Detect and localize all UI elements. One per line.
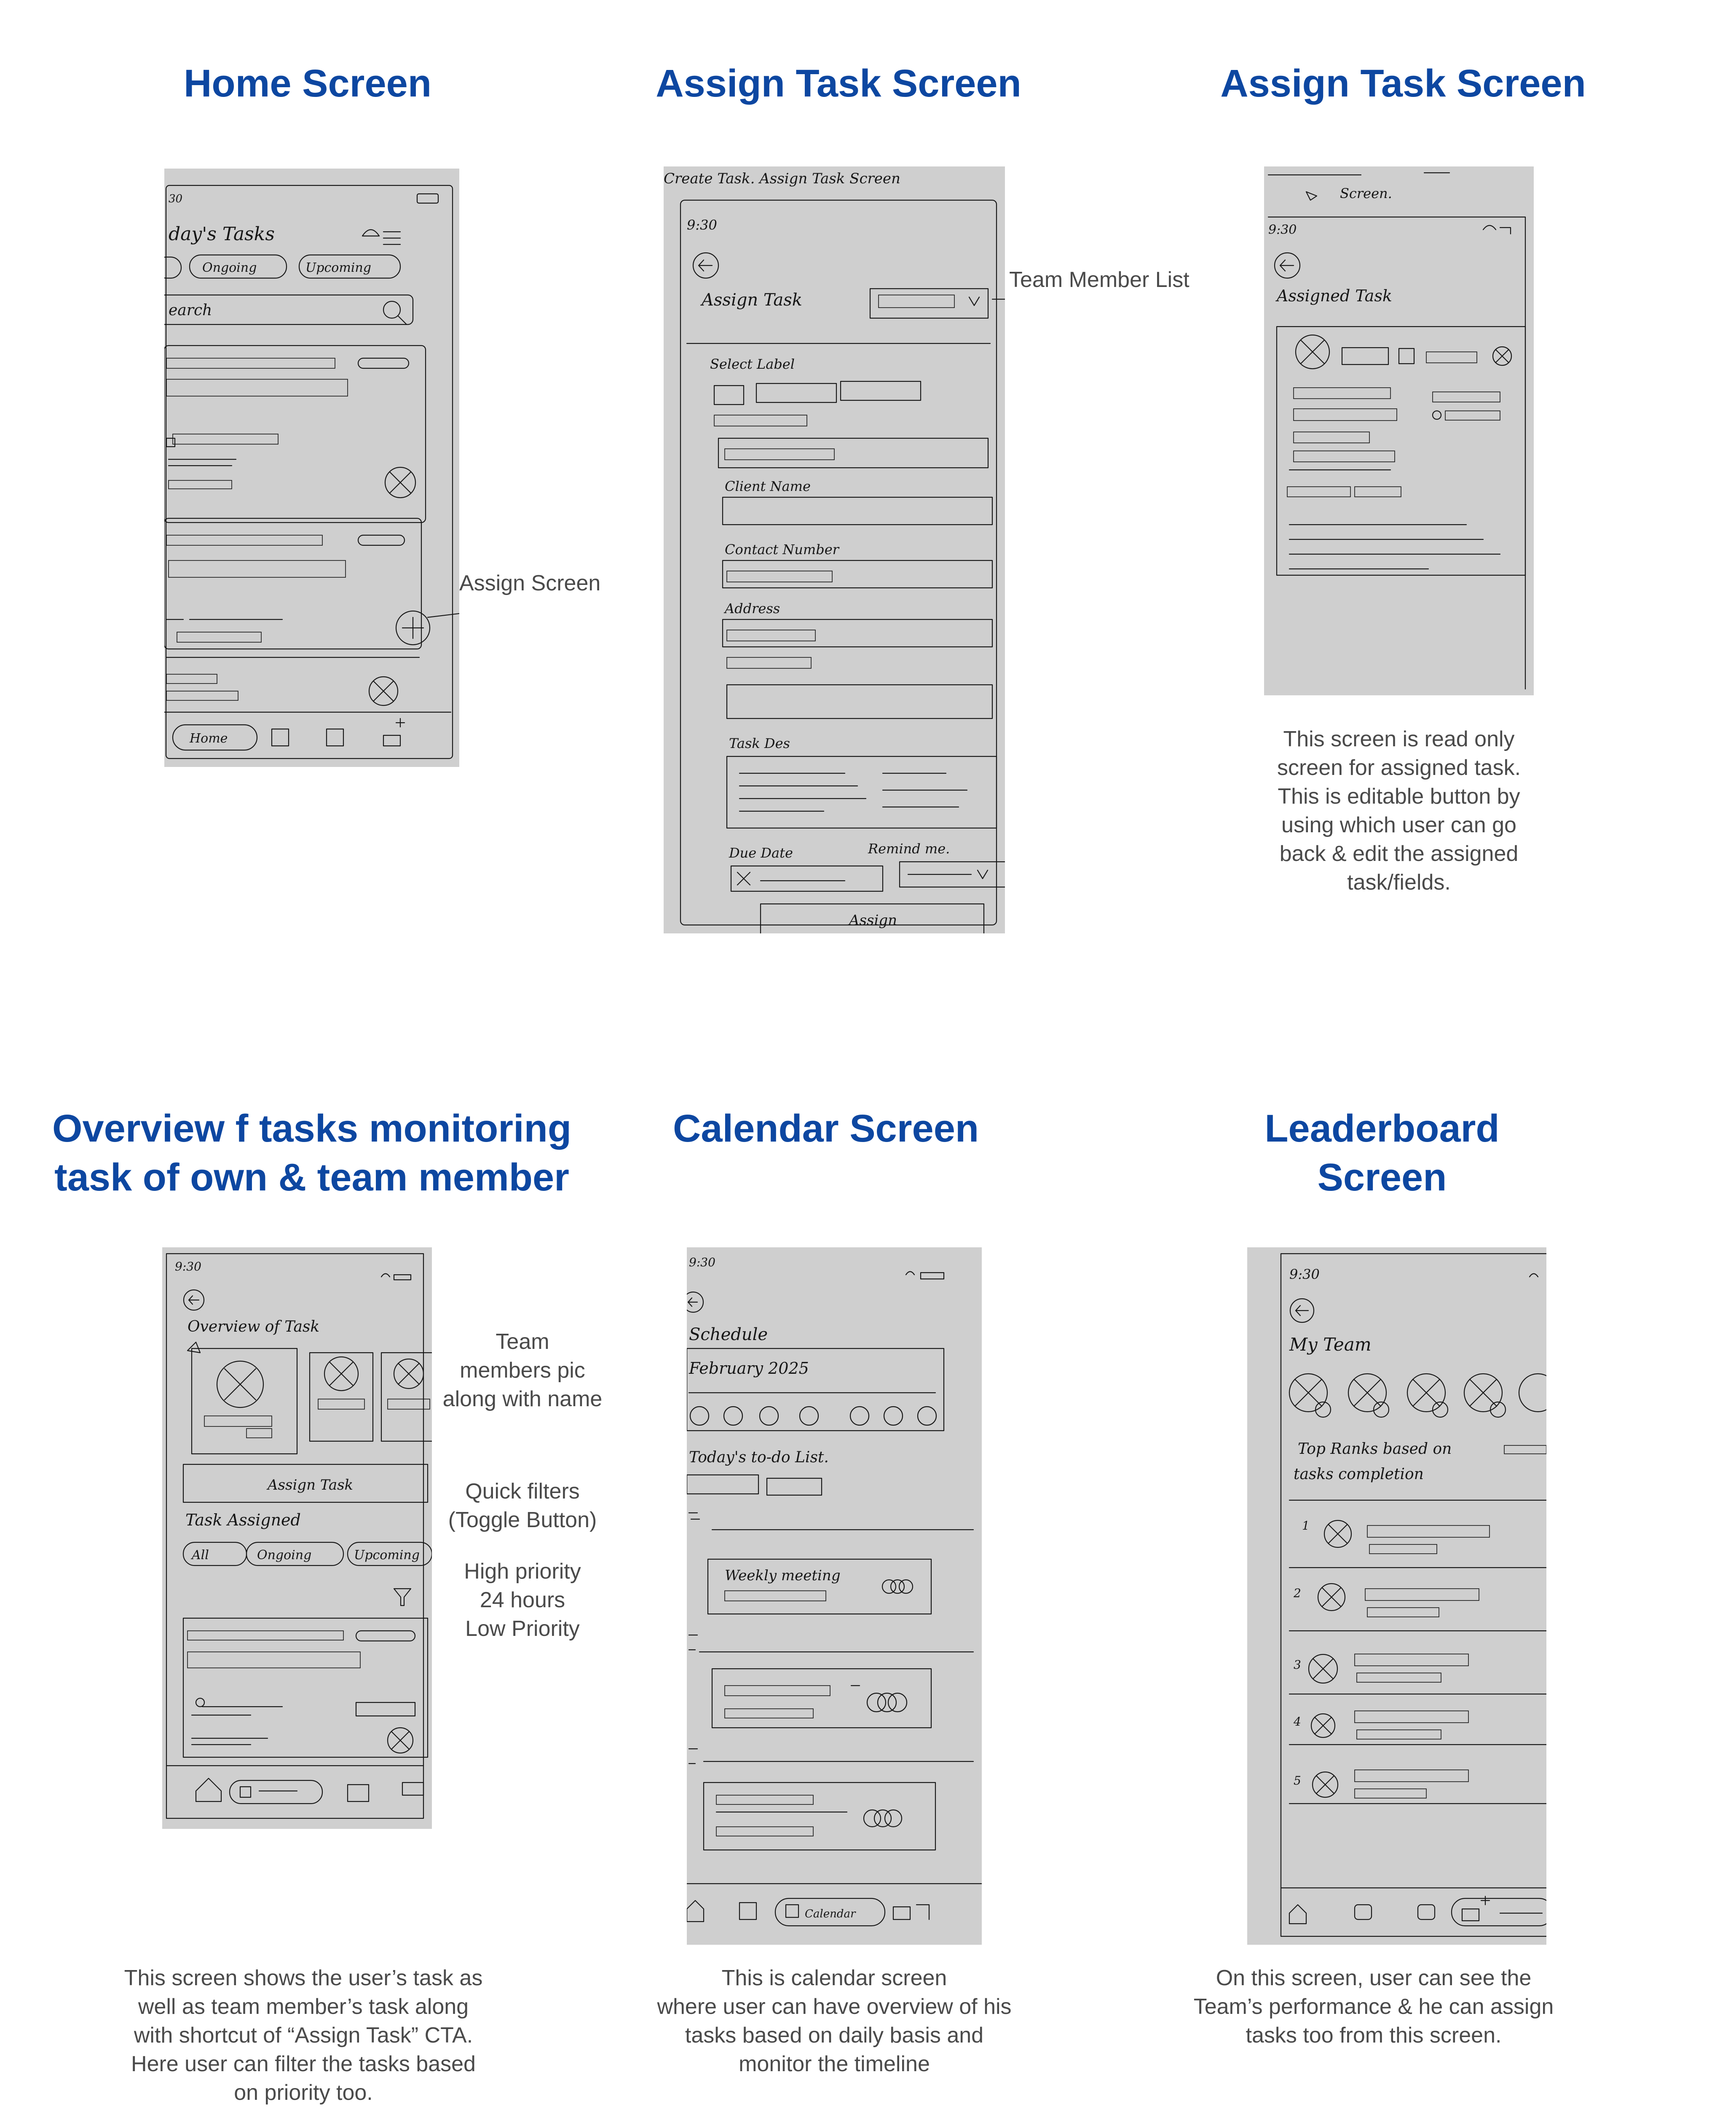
filter-icon <box>394 1589 411 1606</box>
assign-remind-me: Remind me. <box>868 841 950 857</box>
calendar-nav-calendar: Calendar <box>805 1908 856 1920</box>
assign-title: Assign Task <box>702 290 803 310</box>
desc-calendar <box>607 1964 1062 2078</box>
desc-overview <box>72 1964 535 2107</box>
home-time: 30 <box>169 193 183 205</box>
overview-task-assigned: Task Assigned <box>185 1511 301 1529</box>
assign-select-label: Select Label <box>710 356 795 372</box>
desc-calendar-line: tasks based on daily basis and <box>685 2023 984 2048</box>
assign-time: 9:30 <box>687 217 717 233</box>
annotation-team-member-list: Team Member List <box>1009 268 1189 292</box>
assigned-time: 9:30 <box>1268 222 1297 237</box>
assign-due-date: Due Date <box>729 845 793 861</box>
overview-assign-button: Assign Task <box>268 1477 354 1493</box>
leaderboard-screen-sketch <box>1247 1247 1546 1945</box>
desc-leaderboard-line: Team’s performance & he can assign <box>1193 1994 1554 2019</box>
annotation-line: members pic <box>460 1358 585 1383</box>
title-leaderboard-line2: Screen <box>1317 1156 1447 1199</box>
desc-assigned-line: This screen is read only <box>1283 727 1515 751</box>
desc-calendar-line: This is calendar screen <box>721 1966 947 1990</box>
desc-assigned-line: task/fields. <box>1347 870 1451 895</box>
title-assign-task-screen: Assign Task Screen <box>656 62 1021 105</box>
calendar-todo-title: Today's to-do List. <box>689 1449 829 1466</box>
title-calendar-screen: Calendar Screen <box>672 1107 979 1150</box>
annotation-team-members-pic <box>430 1327 615 1413</box>
calendar-screen-sketch <box>687 1247 982 1945</box>
desc-overview-line: on priority too. <box>234 2080 373 2105</box>
assign-header-text: Create Task. Assign Task Screen <box>664 170 900 187</box>
title-overview-line2: task of own & team member <box>54 1156 569 1199</box>
desc-overview-line: Here user can filter the tasks based <box>131 2052 476 2076</box>
annotation-line: High priority <box>464 1559 581 1584</box>
assigned-title: Assigned Task <box>1277 287 1392 305</box>
leaderboard-rank-number: 4 <box>1294 1715 1301 1729</box>
leaderboard-ranks-line1: Top Ranks based on <box>1298 1440 1452 1458</box>
calendar-month: February 2025 <box>689 1359 809 1378</box>
desc-assigned-readonly <box>1214 725 1584 897</box>
title-overview-line1: Overview f tasks monitoring <box>52 1107 572 1150</box>
title-leaderboard-screen <box>1214 1104 1551 1202</box>
desc-calendar-line: where user can have overview of his <box>657 1994 1012 2019</box>
overview-chip-ongoing: Ongoing <box>257 1548 312 1563</box>
desc-assigned-line: using which user can go <box>1281 813 1516 837</box>
desc-calendar-line: monitor the timeline <box>739 2052 930 2076</box>
title-home-screen: Home Screen <box>183 62 432 105</box>
desc-overview-line: This screen shows the user’s task as <box>124 1966 483 1990</box>
leaderboard-time: 9:30 <box>1289 1266 1320 1282</box>
assign-client-name: Client Name <box>725 478 811 494</box>
assign-button-sketch: Assign <box>849 912 897 929</box>
annotation-quick-filters <box>430 1477 615 1534</box>
title-overview-screen <box>38 1104 586 1202</box>
calendar-title: Schedule <box>689 1325 768 1344</box>
home-assign-arrow <box>428 594 459 617</box>
leaderboard-rank-number: 1 <box>1302 1519 1310 1533</box>
assign-contact-number: Contact Number <box>725 541 839 558</box>
annotation-line: Low Priority <box>465 1616 580 1641</box>
desc-assigned-line: This is editable button by <box>1278 784 1520 809</box>
overview-time: 9:30 <box>175 1260 201 1273</box>
home-nav-home: Home <box>190 731 228 746</box>
calendar-time: 9:30 <box>689 1255 715 1269</box>
leaderboard-title: My Team <box>1289 1334 1372 1355</box>
calendar-meeting-title: Weekly meeting <box>725 1567 841 1584</box>
home-title: day's Tasks <box>169 223 275 245</box>
desc-assigned-line: screen for assigned task. <box>1277 756 1521 780</box>
leaderboard-rank-number: 5 <box>1294 1774 1301 1788</box>
leaderboard-rank-number: 2 <box>1294 1586 1301 1600</box>
home-search-text: earch <box>169 302 212 319</box>
home-screen-sketch <box>164 169 459 767</box>
leaderboard-rank-number: 3 <box>1294 1658 1301 1672</box>
desc-overview-line: well as team member’s task along <box>138 1994 469 2019</box>
title-leaderboard-line1: Leaderboard <box>1264 1107 1500 1150</box>
annotation-line: along with name <box>442 1387 603 1411</box>
assign-task-desc: Task Des <box>729 735 790 751</box>
annotation-assign-screen: Assign Screen <box>459 571 601 595</box>
overview-chip-all: All <box>192 1548 209 1563</box>
assigned-task-screen-sketch <box>1264 166 1534 695</box>
annotation-line: 24 hours <box>480 1588 565 1612</box>
home-chip-upcoming: Upcoming <box>305 260 371 275</box>
annotation-priority <box>430 1557 615 1643</box>
annotation-line: Team <box>496 1330 549 1354</box>
annotation-line: (Toggle Button) <box>448 1508 597 1532</box>
leaderboard-ranks-line2: tasks completion <box>1294 1466 1424 1483</box>
home-chip-ongoing: Ongoing <box>202 260 257 275</box>
overview-screen-sketch <box>162 1247 432 1829</box>
assign-address: Address <box>725 600 780 617</box>
annotation-line: Quick filters <box>465 1479 580 1504</box>
desc-leaderboard-line: tasks too from this screen. <box>1246 2023 1502 2048</box>
desc-overview-line: with shortcut of “Assign Task” CTA. <box>134 2023 473 2048</box>
overview-chip-upcoming: Upcoming <box>354 1548 420 1563</box>
desc-leaderboard-line: On this screen, user can see the <box>1216 1966 1532 1990</box>
assigned-header-text: Screen. <box>1340 185 1392 201</box>
desc-assigned-line: back & edit the assigned <box>1279 842 1519 866</box>
overview-title: Overview of Task <box>188 1318 320 1335</box>
desc-leaderboard <box>1163 1964 1584 2050</box>
assign-task-screen-sketch <box>664 166 1005 933</box>
title-assigned-task-screen: Assign Task Screen <box>1220 62 1586 105</box>
